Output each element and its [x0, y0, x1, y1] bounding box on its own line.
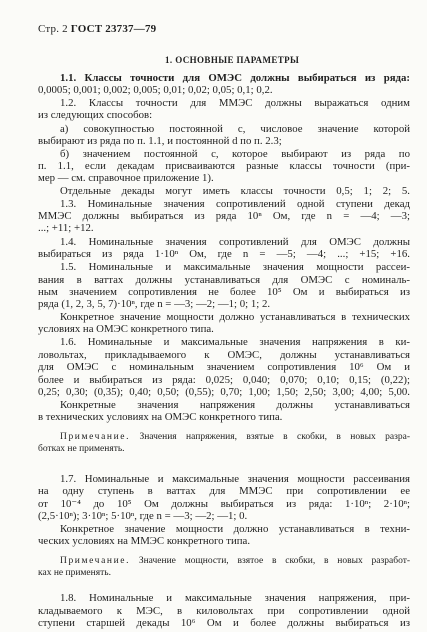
- clause-1-3-line: 1.3. Номинальные значения сопротивлений одной ступени декад: [60, 198, 410, 210]
- clause-1-7-line: 1.7. Номинальные и максимальные значения мощности рассеивания: [60, 473, 410, 485]
- clause-1-4-line: 1.4. Номинальные значения сопротивлений для ОМЭС должны: [60, 236, 410, 248]
- clause-1-6-line: ловольтах, прикладываемого к ОМЭС, должны устанавливаться: [38, 349, 410, 361]
- note-line: ках не применять.: [38, 568, 111, 578]
- clause-1-6-line: 1.6. Номинальные и максимальные значения напряжения в ки-: [60, 336, 410, 348]
- note-line: [60, 432, 410, 443]
- clause-1-5-line: 1.5. Номинальные и максимальные значения мощности рассеи-: [60, 261, 410, 273]
- clause-1-6-line: в технических условиях на ОМЭС конкретного типа.: [38, 411, 283, 423]
- clause-1-8-line: кладываемого к МЭС, в киловольтах при сопротивлении одной: [38, 605, 410, 617]
- clause-1-3-line: ...; +11; +12.: [38, 222, 94, 234]
- note-label: Примечание.: [60, 432, 131, 442]
- note-text: Значение мощности, взятое в скобки, в новых разработ-: [138, 556, 411, 566]
- clause-1-7-line: на одну ступень в ваттах для ММЭС при сопротивлении ее: [38, 485, 410, 497]
- section-title: 1. ОСНОВНЫЕ ПАРАМЕТРЫ: [165, 55, 300, 65]
- note-text: Значения напряжения, взятые в скобки, в новых разра-: [139, 432, 410, 442]
- clause-1-5-line: условиях на ОМЭС конкретного типа.: [38, 323, 214, 335]
- clause-1-5-line: ряда (1, 2, 3, 5, 7)·10ⁿ, где n = —3; —2; —1; 0; 1; 2.: [38, 298, 271, 310]
- clause-1-5-line: Конкретное значение мощности должно устанавливаться в технических: [60, 311, 410, 323]
- clause-1-7-line: ческих условиях на ММЭС конкретного типа.: [38, 535, 251, 547]
- clause-1-7-line: от 10⁻⁴ до 10⁵ Ом должны выбираться из ряда: 1·10ⁿ; 2·10ⁿ;: [38, 498, 410, 510]
- standard-code: ГОСТ 23737—79: [70, 23, 157, 35]
- clause-1-1-line: 0,0005; 0,001; 0,002; 0,005; 0,01; 0,02; 0,05; 0,1; 0,2.: [38, 84, 273, 96]
- clause-1-7-line: Конкретное значение мощности должно устанавливаться в техни-: [60, 523, 410, 535]
- clause-1-6-line: для ОМЭС с номинальным значением сопротивления 10⁶ Ом и: [38, 361, 410, 373]
- note-line: ботках не применять.: [38, 444, 125, 454]
- clause-1-2-line: выбирают из ряда по п. 1.1, и постоянной d по п. 2.3;: [38, 135, 282, 147]
- clause-1-2-line: мер — см. справочное приложение 1).: [38, 172, 214, 184]
- clause-1-6-line: Конкретные значения напряжения должны устанавливаться: [60, 399, 410, 411]
- clause-1-1-line: 1.1. Классы точности для ОМЭС должны выбираться из ряда:: [60, 72, 410, 84]
- clause-1-7-line: (2,5·10ⁿ); 3·10ⁿ; 5·10ⁿ, где n = —3; —2; —1; 0.: [38, 510, 248, 522]
- page-number: Стр. 2: [38, 23, 68, 35]
- note-line: [60, 556, 410, 567]
- clause-1-2-line: из следующих способов:: [38, 109, 153, 121]
- clause-1-4-line: выбираться из ряда 1·10ⁿ Ом, где n = —5; —4; ...; +15; +16.: [38, 248, 410, 260]
- clause-1-2-line: п. 1.1, если декадам присваиваются разные классы точности (при-: [38, 160, 410, 172]
- note-label: Примечание.: [60, 556, 131, 566]
- clause-1-2-line: а) совокупностью постоянной c, числовое значение которой: [60, 123, 410, 135]
- clause-1-2-line: б) значением постоянной c, которое выбирают из ряда по: [60, 148, 410, 160]
- page-header: [38, 23, 156, 36]
- clause-1-2-line: Отдельные декады могут иметь классы точности 0,5; 1; 2; 5.: [60, 185, 410, 197]
- clause-1-8-line: 1.8. Номинальные и максимальные значения напряжения, при-: [60, 592, 410, 604]
- clause-1-5-line: вания в ваттах должны устанавливаться для ОМЭС с номиналь-: [38, 274, 410, 286]
- clause-1-5-line: ным значением сопротивления не более 10⁵ Ом и выбираться из: [38, 286, 410, 298]
- clause-1-8-line: ступени старшей декады 10⁶ Ом и более должны выбираться из: [38, 617, 410, 629]
- clause-1-3-line: ММЭС должны выбираться из ряда 10ⁿ Ом, где n = —4; —3;: [38, 210, 410, 222]
- clause-1-6-line: 0,25; 0,30; (0,35); 0,40; 0,50; (0,55); 0,70; 1,00; 1,50; 2,50; 3,00; 4,00; 5,00.: [38, 386, 410, 398]
- clause-1-2-line: 1.2. Классы точности для ММЭС должны выражаться одним: [60, 97, 410, 109]
- clause-1-6-line: более и выбираться из ряда: 0,025; 0,040; 0,070; 0,10; 0,15; (0,22);: [38, 374, 410, 386]
